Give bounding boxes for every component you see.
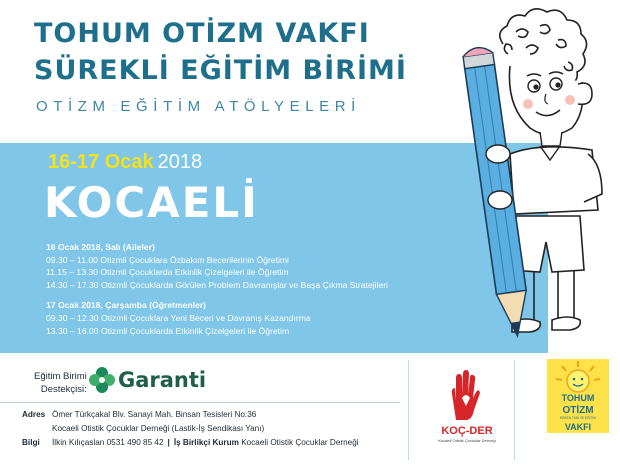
sponsor-name: Garanti: [118, 368, 207, 392]
subtitle: OTİZM EĞİTİM ATÖLYELERİ: [36, 98, 361, 115]
event-city: KOCAELİ: [44, 178, 259, 227]
kocder-subtitle: Kocaeli Otistik Çocuklar Derneği: [438, 438, 496, 443]
tohum-line4: VAKFI: [564, 422, 592, 432]
tohum-line2: OTİZM: [562, 405, 594, 416]
day1-session: 09.30 – 11.00 Otizmli Çocuklara Özbakım Becerilerinin Öğretimi: [46, 254, 289, 265]
partner-label: İş Birlikçi Kurum: [173, 438, 239, 447]
kocder-hand-icon: [448, 370, 480, 422]
day2-session: 09.30 – 12.30 Otizmli Çocuklara Yeni Beceri ve Davranış Kazandırma: [46, 312, 311, 323]
info-block: [22, 408, 359, 450]
kocder-name: KOÇ-DER: [441, 425, 493, 437]
day2-heading: 17 Ocak 2018, Çarşamba (Öğretmenler): [46, 300, 207, 311]
event-date-days: 16-17 Ocak: [48, 151, 154, 173]
program-list: [46, 241, 406, 337]
boy-with-pencil-illustration: [448, 4, 608, 356]
day1-heading: 16 Ocak 2018, Salı (Aileler): [46, 242, 155, 252]
garanti-clover-icon: [88, 366, 116, 394]
event-date-year: 2018: [157, 151, 203, 173]
partner-name: Kocaeli Otistik Çocuklar Derneği: [241, 438, 359, 447]
info-separator: |: [167, 438, 170, 447]
address-label: Adres: [22, 410, 46, 419]
day1-session: 14.30 – 17.30 Otizmli Çocuklarda Görülen Problem Davranışlar ve Başa Çıkma Stratejileri: [46, 279, 388, 290]
sponsor-label-line1: Eğitim Birimi: [34, 371, 87, 382]
title-line1: TOHUM OTİZM VAKFI: [34, 18, 370, 49]
divider: [0, 402, 400, 403]
day1-session: 11.15 – 13.30 Otizmli Çocuklarda Etkinlik Çizelgeleri ile Öğretim: [46, 267, 289, 278]
address-line2: Kocaeli Otistik Çocuklar Derneği (Lastik-İş Sendikası Yanı): [52, 424, 265, 433]
title-line2: SÜREKLİ EĞİTİM BİRİMİ: [34, 55, 407, 86]
tohum-line1: TOHUM: [561, 393, 595, 403]
sponsor-label-line2: Destekçisi:: [40, 384, 87, 395]
contact-label: Bilgi: [22, 438, 40, 447]
day2-session: 13.30 – 16.00 Otizmli Çocuklarda Etkinlik Çizelgeleri ile Öğretim: [46, 325, 290, 336]
tohum-line3: ERKEN TANI VE EĞİTİM: [560, 416, 596, 420]
divider: [408, 360, 409, 460]
sponsor-label: [34, 370, 87, 396]
event-date: [48, 151, 202, 174]
divider: [514, 360, 515, 460]
contact-info: İlkin Kılıçaslan 0531 490 85 42: [52, 438, 164, 447]
address-line1: Ömer Türkçakal Blv. Sanayi Mah. Binsan Tesisleri No:36: [52, 410, 257, 419]
